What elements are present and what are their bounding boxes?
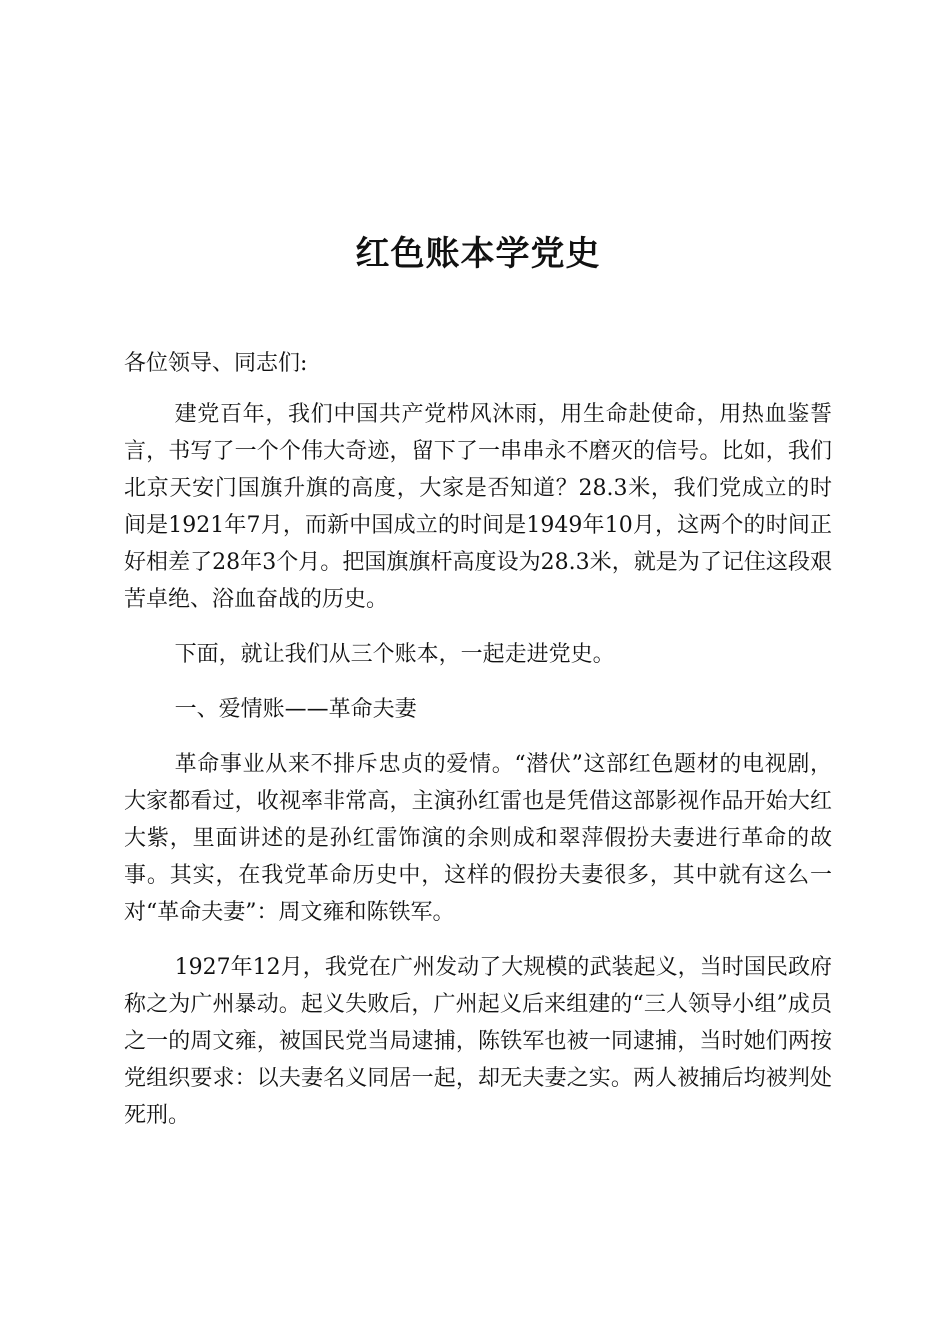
paragraph-love-story: 革命事业从来不排斥忠贞的爱情。“潜伏”这部红色题材的电视剧，大家都看过，收视率非常高，主演孙红雷也是凭借这部影视作品开始大红大紫，里面讲述的是孙红雷饰演的余则成和翠萍假扮夫妻进行革命的故事。其实，在我党革命历史中，这样的假扮夫妻很多，其中就有这么一对“革命夫妻”：周文雍和陈铁军。 xyxy=(124,752,832,925)
salutation: 各位领导、同志们: xyxy=(124,351,308,376)
section-heading: 一、爱情账——革命夫妻 xyxy=(174,697,417,722)
document-title: 红色账本学党史 xyxy=(355,234,601,274)
document-body xyxy=(124,396,832,1152)
paragraph-intro: 建党百年，我们中国共产党栉风沐雨，用生命赴使命，用热血鉴誓言，书写了一个个伟大奇迹，留下了一串串永不磨灭的信号。比如，我们北京天安门国旗升旗的高度，大家是否知道？28.3米，我们党成立的时间是1921年7月，而新中国成立的时间是1949年10月，这两个的时间正好相差了28年3个月。把国旗旗杆高度设为28.3米，就是为了记住这段艰苦卓绝、浴血奋战的历史。 xyxy=(124,402,832,612)
paragraph-transition: 下面，就让我们从三个账本，一起走进党史。 xyxy=(174,642,615,667)
paragraph-uprising: 1927年12月，我党在广州发动了大规模的武装起义，当时国民政府称之为广州暴动。起义失败后，广州起义后来组建的“三人领导小组”成员之一的周文雍，被国民党当局逮捕，陈铁军也被一同逮捕，当时她们两按党组织要求：以夫妻名义同居一起，却无夫妻之实。两人被捕后均被判处死刑。 xyxy=(124,955,833,1128)
